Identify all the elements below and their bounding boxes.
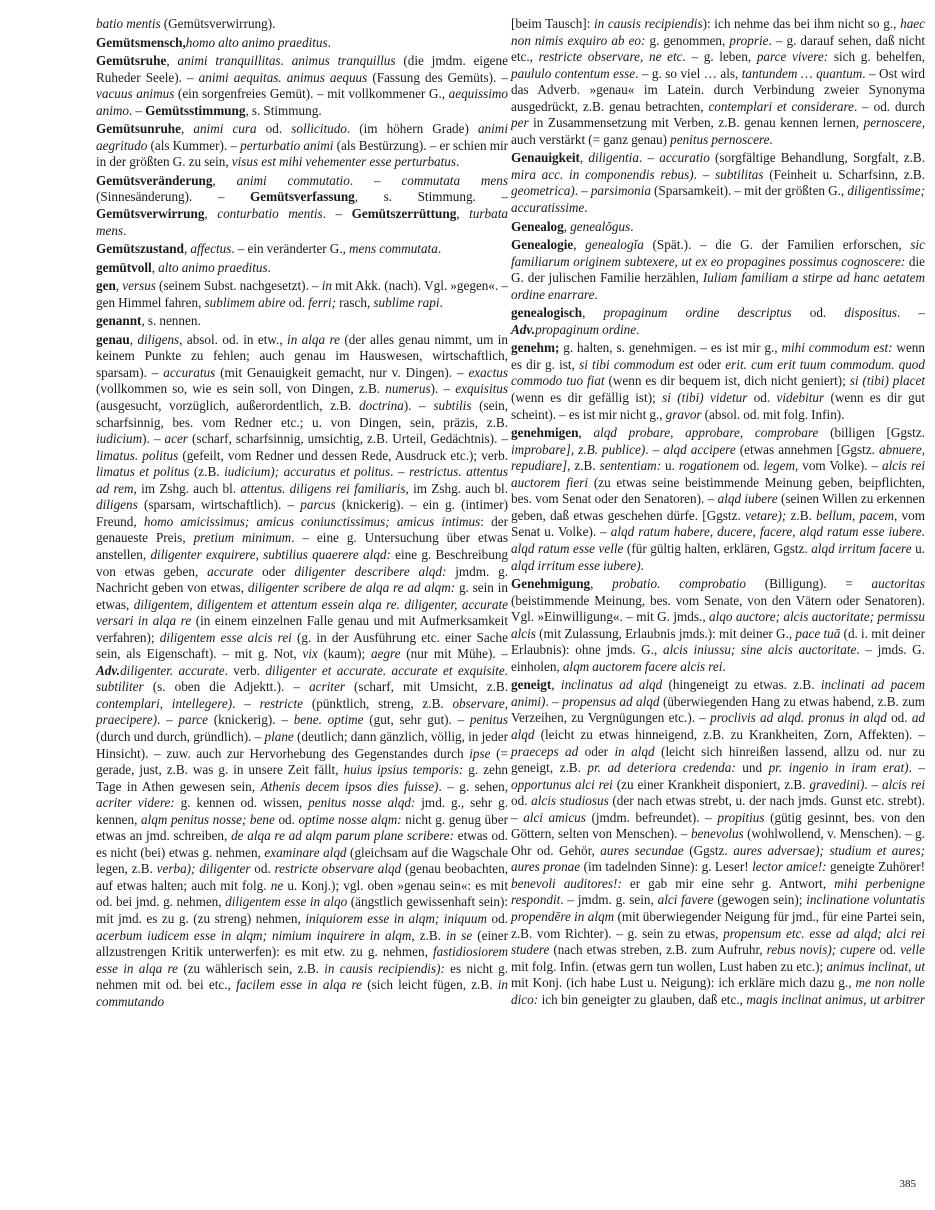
- dictionary-entry: genehm; g. halten, s. genehmigen. – es ist mir g., mihi commodum est: wenn es dir g. ist, si tibi commodum est oder erit. cum erit tuum commodum. quod commodo tuo fiat (wenn es dir bequem ist, dich nicht geniert); si (tibi) placet (wenn es dir gefällig ist); si (tibi) videtur od. videbitur (wenn es dir gut scheint). – es ist mir nicht g., gravor (absol. od. mit folg. Infin).: [511, 340, 925, 422]
- dictionary-entry: [beim Tausch]: in causis recipiendis): ich nehme das bei ihm nicht so g., haec non nimis exquiro ab eo: g. genommen, proprie. – g. darauf sehen, daß nicht etc., restricte observare, ne etc. – g. leben, parce vivere: sich g. behelfen, paululo contentum esse. – g. so viel … als, tantundem … quantum. – Ost wird das Adverb. »genau« im Latein. durch Verbindung zweier Synonyma ausgedrückt, z.B. genau betrachten, contemplari et considerare. – od. durch per in Zusammensetzung mit Verben, z.B. genau kennen lernen, pernoscere, auch verstärkt (= ganz genau) penitus pernoscere.: [511, 16, 926, 147]
- dictionary-entry: gen, versus (seinem Subst. nachgesetzt). – in mit Akk. (nach). Vgl. »gegen«. – gen Himmel fahren, sublimem abire od. ferri; rasch, sublime rapi.: [96, 278, 508, 310]
- dictionary-entry: Genealog, genealŏgus.: [511, 218, 634, 234]
- dictionary-entry: batio mentis (Gemütsverwirrung).: [96, 16, 276, 31]
- dictionary-entry: Genehmigung, probatio. comprobatio (Billigung). = auctoritas (beistimmende Meinung, bes. vom Senate, von den Vätern oder Senatoren). Vgl. »Einwilligung«. – mit G. jmds., alqo auctore; alcis auctoritate; permissu alcis (mit Zulassung, Erlaubnis jmds.): mit deiner G., pace tuā (d. i. mit deiner Erlaubnis): ohne jmds. G., alcis iniussu; sine alcis auctoritate. – jmds. G. einholen, alqm auctorem facere alcis rei.: [511, 576, 926, 674]
- dictionary-entry: geneigt, inclinatus ad alqd (hingeneigt zu etwas. z.B. inclinati ad pacem animi). – propensus ad alqd (überwiegenden Hang zu etwas habend, z.B. zum Verzeihen, zu Vergnügungen etc.). – proclivis ad alqd. pronus in alqd od. ad alqd (leicht zu etwas hinneigend, z.B. zu Krankheiten, Zorn, Affekten). – praeceps ad oder in alqd (leicht sich hinreißen lassend, allzu od. nur zu geneigt, z.B. pr. ad deteriora credenda: und pr. ingenio in iram erat). – opportunus alci rei (zu einer Krankheit disponiert, z.B. gravedini). – alcis rei od. alcis studiosus (der nach etwas strebt, u. der nach jmds. Gunst etc. strebt). – alci amicus (jmdm. befreundet). – propitius (gütig gesinnt, bes. von den Göttern, selten von Menschen). – benevolus (wohlwollend, v. Menschen). – g. Ohr od. Gehör, aures secundae (Ggstz. aures adversae); studium et aures; aures pronae (im tadelnden Sinne): g. Leser! lector amice!: geneigte Zuhörer! benevoli auditores!: er gab mir eine sehr g. Antwort, mihi perbenigne respondit. – jmdm. g. sein, alci favere (gewogen sein); inclinatione voluntatis propendēre in alqm (mit überwiegender Neigung für jmd., für eine Partei sein, z.B. vom Richter). – g. sein zu etwas, propensum etc. esse ad alqd; alci rei studere (nach etwas streben, z.B. zum Aufruhr, rebus novis); cupere od. velle mit folg. Infin. (etwas gern tun wollen, Lust haben zu etc.); animus inclinat, ut mit Konj. (ich habe Lust u. Neigung): ich erkläre mich dazu g., me non nolle dico: ich bin geneigter zu glauben, daß etc., magis inclinat animus, ut arbitrer: [511, 677, 926, 1007]
- dictionary-entry: Gemütszustand, affectus. – ein veränderter G., mens commutata.: [96, 241, 442, 257]
- dictionary-entry: Gemütsveränderung, animi commutatio. – commutata mens (Sinnesänderung). – Gemütsverfassung, s. Stimmung. – Gemütsverwirrung, conturbatio mentis. – Gemütszerrüttung, turbata mens.: [96, 172, 508, 238]
- dictionary-entry: genannt, s. nennen.: [96, 313, 201, 329]
- dictionary-entry: Gemütsruhe, animi tranquillitas. animus tranquillus (die jmdm. eigene Ruheder Seele). – animi aequitas. animus aequus (Fassung des Gemüts). – vacuus animus (ein sorgenfreies Gemüt). – mit vollkommener G., aequissimo animo. – Gemütsstimmung, s. Stimmung.: [96, 53, 508, 118]
- dictionary-entry: genau, diligens, absol. od. in etw., in alqa re (der alles genau nimmt, um in keinem Punkte zu fehlen; auch genau im Hauswesen, wirtschaftlich, sparsam). – accuratus (mit Genauigkeit gemacht, nur v. Dingen). – exactus (vollkommen so, wie es sein soll, von Dingen, z.B. numerus). – exquisitus (ausgesucht, vorzüglich, außerordentlich, z.B. doctrina). – subtilis (sein, scharfsinnig, bes. vom Redner etc.; u. von Dingen, sein, präzis, z.B. iudicium). – acer (scharf, scharfsinnig, umsichtig, z.B. Urteil, Gedächtnis). – limatus. politus (gefeilt, vom Redner und dessen Rede, Ausdruck etc.); verb. limatus et politus (z.B. iudicium); accuratus et politus. – restrictus. attentus ad rem, im Zshg. auch bl. attentus. diligens rei familiaris, im Zshg. auch bl. diligens (sparsam, wirtschaftlich). – parcus (knickerig). – ein g. (intimer) Freund, homo amicissimus; amicus coniunctissimus; amicus intimus: der genaueste Preis, pretium minimum. – eine g. Untersuchung über etwas anstellen, diligenter exquirere, subtilius quaerere alqd: eine g. Beschreibung von etwas geben, accurate oder diligenter describere alqd: jmdm. g. Nachricht geben von etwas, diligenter scribere de alqa re ad alqm: g. sein in etwas, diligentem, diligentem et attentum essein alqa re. diligenter, accurate versari in alqa re (in einem einzelnen Falle genau und mit Aufmerksamkeit verfahren); diligentem esse alcis rei (g. in der Ausführung etc. einer Sache sein, als Eigenschaft). – mit g. Not, vix (kaum); aegre (nur mit Mühe). – Adv.diligenter. accurate. verb. diligenter et accurate. accurate et exquisite. subtiliter (s. oben die Adjektt.). – acriter (scharf, mit Umsicht, z.B. contemplari, intellegere). – restricte (pünktlich, streng, z.B. observare, praecipere). – parce (knickerig). – bene. optime (gut, sehr gut). – penitus (durch und durch, gründlich). – plane (deutlich; dann gänzlich, völlig, in jeder Hinsicht). – zuw. auch zur Hervorhebung des Gegenstandes durch ipse (= gerade, just, z.B. was g. in unsere Zeit fällt, huius ipsius temporis: g. zehn Tage in Athen gewesen sein, Athenis decem ipsos dies fuisse). – g. sehen, acriter videre: g. kennen od. wissen, penitus nosse alqd: jmd. g., sehr g. kennen, alqm penitus nosse; bene od. optime nosse alqm: nicht g. genug über etwas an jmd. schreiben, de alqa re ad alqm parum plane scribere: etwas od. es nicht (bei) etwas g. nehmen, examinare alqd (gleichsam auf die Wagschale legen, z.B. verba); diligenter od. restricte observare alqd (genau beobachten, auf etwas halten; auch mit folg. ne u. Konj.); vgl. oben »genau sein«: es mit od. bei jmd. g. nehmen, diligentem esse in alqo (ängstlich gewissenhaft sein): mit jmd. es zu g. (zu streng) nehmen, iniquiorem esse in alqm; iniquum od. acerbum iudicem esse in alqm; nimium inquirere in alqm, z.B. in se (einer allzustrengen Kritik unterwerfen): es mit etw. zu g. nehmen, fastidiosiorem esse in alqa re (zu wählerisch sein, z.B. in causis recipiendis): es nicht g. nehmen mit od. bei etc., facilem esse in alqa re (sich leicht fügen, z.B. in commutando: [96, 331, 509, 1009]
- dictionary-entry: genehmigen, alqd probare, approbare, comprobare (billigen [Ggstz. improbare], z.B. publice). – alqd accipere (etwas annehmen [Ggstz. abnuere, repudiare], z.B. sententiam: u. rogationem od. legem, vom Volke). – alcis rei auctorem fieri (zu etwas seine beistimmende Meinung geben, beipflichten, bes. vom Senat oder den Senatoren). – alqd iubere (seinen Willen zu erkennen geben, daß etwas geschehen dürfe. [Ggstz. vetare); z.B. bellum, pacem, vom Senat u. Volke). – alqd ratum habere, ducere, facere, alqd ratum esse iubere. alqd ratum esse velle (für gültig halten, erklären, Ggstz. alqd irritum facere u. alqd irritum esse iubere).: [511, 425, 926, 573]
- left-column: [96, 16, 508, 1012]
- dictionary-entry: Genealogie, genealogĭa (Spät.). – die G. der Familien erforschen, sic familiarum originem subtexere, ut ex eo propagines possimus cognoscere: die G. der julischen Familie herzählen, Iuliam familiam a stirpe ad hanc aetatem ordine enarrare.: [511, 237, 926, 302]
- dictionary-entry: Genauigkeit, diligentia. – accuratio (sorgfältige Behandlung, Sorgfalt, z.B. mira acc. in componendis rebus). – subtilitas (Feinheit u. Scharfsinn, z.B. geometrica). – parsimonia (Sparsamkeit). – mit der größten G., diligentissime; accuratissime.: [511, 150, 925, 216]
- dictionary-entry: Gemütsmensch,homo alto animo praeditus.: [96, 34, 331, 50]
- dictionary-entry: Gemütsunruhe, animi cura od. sollicitudo. (im höhern Grade) animi aegritudo (als Kummer). – perturbatio animi (als Bestürzung). – er schien mir in der größten G. zu sein, visus est mihi vehementer esse perturbatus.: [96, 121, 509, 170]
- dictionary-entry: genealogisch, propaginum ordine descriptus od. dispositus. – Adv.propaginum ordine.: [511, 305, 925, 337]
- right-column: [511, 16, 925, 1010]
- page-number: 385: [899, 1178, 916, 1190]
- dictionary-entry: gemütvoll, alto animo praeditus.: [96, 259, 271, 275]
